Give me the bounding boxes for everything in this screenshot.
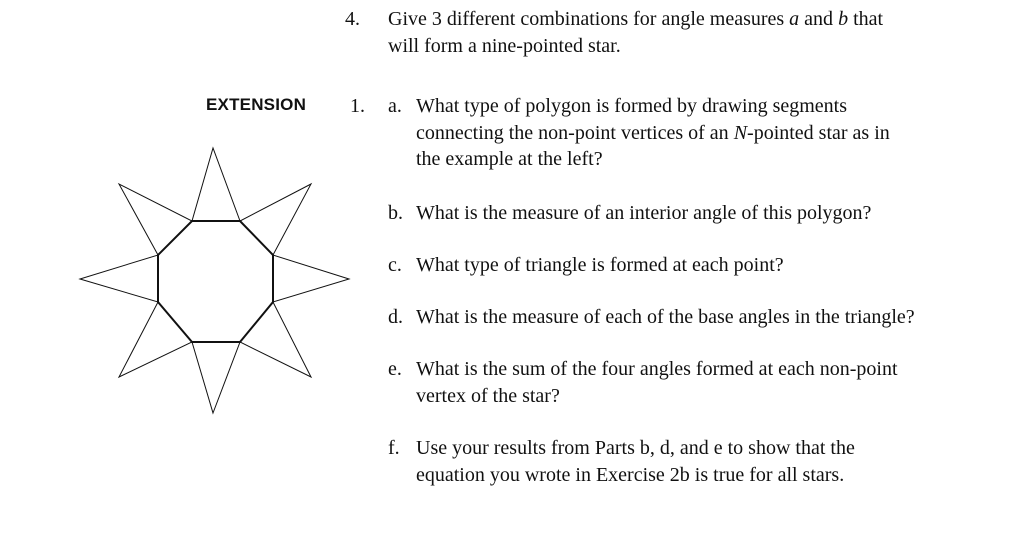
variable-a: a [789, 8, 800, 30]
exercise-4-number: 4. [345, 8, 360, 30]
part-f-letter: f. [388, 437, 400, 459]
variable-n: N [733, 122, 748, 144]
part-f-line-2: equation you wrote in Exercise 2b is true for all stars. [416, 464, 845, 486]
exercise-4-line-2: will form a nine-pointed star. [388, 35, 621, 57]
star-point-bottom [192, 342, 240, 413]
exercise-4-text: and [799, 8, 839, 30]
part-b-line-1: What is the measure of an interior angle of this polygon? [416, 202, 872, 224]
exercise-4-text: that [848, 8, 884, 30]
part-a-line-2 [416, 120, 890, 147]
variable-b: b [838, 8, 849, 30]
part-a-line-1: What type of polygon is formed by drawing segments [416, 95, 848, 117]
star-point-bottom-right [240, 302, 311, 377]
star-point-right [273, 255, 349, 302]
part-b-letter: b. [388, 202, 403, 224]
extension-1-number: 1. [350, 95, 365, 117]
star-point-top [192, 148, 240, 221]
part-a-text: connecting the non-point vertices of an [416, 122, 734, 144]
part-d-letter: d. [388, 306, 403, 328]
part-e-line-2: vertex of the star? [416, 385, 560, 407]
star-points [80, 148, 349, 413]
eight-pointed-star-figure [0, 0, 360, 534]
exercise-4-line-1 [388, 6, 883, 33]
star-point-top-right [240, 184, 311, 255]
part-f-line-1: Use your results from Parts b, d, and e to show that the [416, 437, 855, 459]
extension-label: EXTENSION [206, 95, 307, 114]
exercise-4-text: Give 3 different combinations for angle measures [388, 8, 790, 30]
part-c-letter: c. [388, 254, 402, 276]
star-point-bottom-left [119, 302, 192, 377]
star-point-top-left [119, 184, 192, 255]
inner-octagon [158, 221, 273, 342]
part-a-letter: a. [388, 95, 402, 117]
part-e-letter: e. [388, 358, 402, 380]
part-e-line-1: What is the sum of the four angles formed at each non-point [416, 358, 898, 380]
part-a-text: -pointed star as in [747, 122, 890, 144]
star-point-left [80, 255, 158, 302]
part-c-line-1: What type of triangle is formed at each point? [416, 254, 784, 276]
part-d-line-1: What is the measure of each of the base angles in the triangle? [416, 306, 915, 328]
part-a-line-3: the example at the left? [416, 148, 603, 170]
